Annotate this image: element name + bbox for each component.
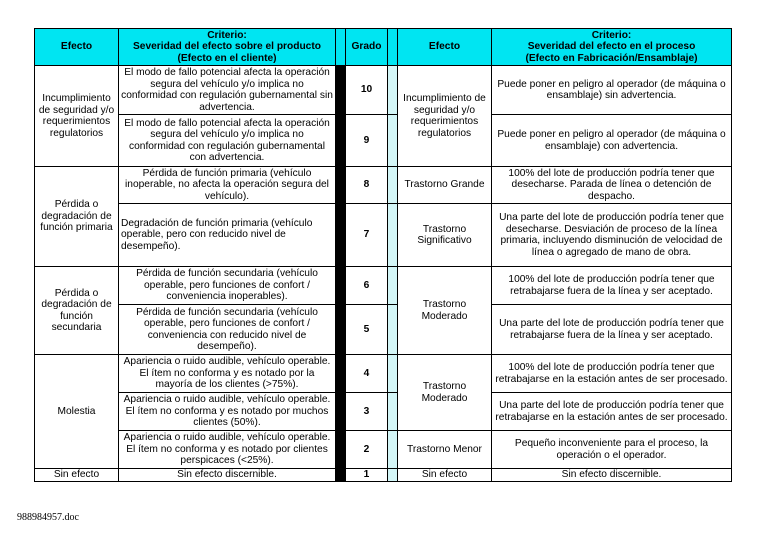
document-filename: 988984957.doc [17, 512, 79, 523]
grade-cell: 7 [346, 204, 388, 267]
process-criterion: Una parte del lote de producción podría tener que retrabajarse fuera de la línea y ser aceptado. [492, 305, 732, 355]
spacer-cell [388, 204, 398, 267]
spacer-cell [388, 469, 398, 482]
table-row [35, 204, 732, 267]
grade-cell: 8 [346, 167, 388, 204]
process-effect-large: Trastorno Grande [398, 167, 492, 204]
spacer-cell [388, 355, 398, 393]
grade-cell: 5 [346, 305, 388, 355]
header-efecto: Efecto [35, 29, 119, 66]
spacer-cell [388, 267, 398, 305]
process-criterion: Sin efecto discernible. [492, 469, 732, 482]
divider-cell [336, 431, 346, 469]
product-criterion: El modo de fallo potencial afecta la operación segura del vehículo y/o implica no conformidad con regulación gubernamental sin advertencia. [119, 66, 336, 115]
product-criterion: Pérdida de función primaria (vehículo inoperable, no afecta la operación segura del vehículo). [119, 167, 336, 204]
product-criterion: Pérdida de función secundaria (vehículo operable, pero funciones de confort / conveniencia inoperables). [119, 267, 336, 305]
table-row [35, 355, 732, 393]
process-criterion: 100% del lote de producción podría tener que retrabajarse fuera de la línea y ser aceptado. [492, 267, 732, 305]
process-effect-none: Sin efecto [398, 469, 492, 482]
grade-cell: 9 [346, 115, 388, 167]
process-criterion: Una parte del lote de producción podría tener que desecharse. Desviación de proceso de la línea primaria, incluyendo disminución de velocidad de línea o agregado de mano de obra. [492, 204, 732, 267]
product-criterion: Apariencia o ruido audible, vehículo operable. El ítem no conforma y es notado por clientes perspicaces (<25%). [119, 431, 336, 469]
spacer-cell [388, 431, 398, 469]
table-row [35, 267, 732, 305]
process-criterion: Puede poner en peligro al operador (de máquina o ensamblaje) con advertencia. [492, 115, 732, 167]
table-row [35, 115, 732, 167]
grade-cell: 2 [346, 431, 388, 469]
header-criterio-producto-text: Criterio: Severidad del efecto sobre el producto (Efecto en el cliente) [133, 29, 321, 64]
product-criterion: Pérdida de función secundaria (vehículo operable, pero funciones de confort / conveniencia con reducido nivel de desempeño). [119, 305, 336, 355]
divider-cell [336, 267, 346, 305]
divider-cell [336, 393, 346, 431]
divider-cell [336, 66, 346, 115]
header-grado: Grado [346, 29, 388, 66]
spacer-cell [388, 167, 398, 204]
divider-cell [336, 355, 346, 393]
process-criterion: Puede poner en peligro al operador (de máquina o ensamblaje) sin advertencia. [492, 66, 732, 115]
divider-cell [336, 167, 346, 204]
table-row [35, 431, 732, 469]
process-criterion: 100% del lote de producción podría tener que desecharse. Parada de línea o detención de despacho. [492, 167, 732, 204]
header-efecto-proceso: Efecto [398, 29, 492, 66]
header-criterio-producto [119, 29, 336, 66]
group-effect-none: Sin efecto [35, 469, 119, 482]
divider-cell [336, 305, 346, 355]
group-effect-secondary: Pérdida o degradación de función secundaria [35, 267, 119, 355]
process-criterion: 100% del lote de producción podría tener que retrabajarse en la estación antes de ser procesado. [492, 355, 732, 393]
header-divider-left [336, 29, 346, 66]
table-row [35, 167, 732, 204]
group-effect-annoyance: Molestia [35, 355, 119, 469]
table-row [35, 66, 732, 115]
process-effect-moderate: Trastorno Moderado [398, 267, 492, 355]
group-effect-safety: Incumplimiento de seguridad y/o requerimientos regulatorios [35, 66, 119, 167]
grade-cell: 1 [346, 469, 388, 482]
spacer-cell [388, 115, 398, 167]
header-divider-right [388, 29, 398, 66]
grade-cell: 3 [346, 393, 388, 431]
group-effect-primary: Pérdida o degradación de función primaria [35, 167, 119, 267]
product-criterion: Apariencia o ruido audible, vehículo operable. El ítem no conforma y es notado por muchos clientes (50%). [119, 393, 336, 431]
header-criterio-proceso-text: Criterio: Severidad del efecto en el proceso (Efecto en Fabricación/Ensamblaje) [525, 29, 698, 64]
table-row [35, 305, 732, 355]
process-effect-significant: Trastorno Significativo [398, 204, 492, 267]
divider-cell [336, 115, 346, 167]
table-row [35, 393, 732, 431]
process-criterion: Una parte del lote de producción podría tener que retrabajarse en la estación antes de ser procesado. [492, 393, 732, 431]
product-criterion: Degradación de función primaria (vehículo operable, pero con reducido nivel de desempeño). [119, 204, 336, 267]
grade-cell: 10 [346, 66, 388, 115]
spacer-cell [388, 66, 398, 115]
process-criterion: Pequeño inconveniente para el proceso, la operación o el operador. [492, 431, 732, 469]
severity-table [34, 28, 732, 482]
process-effect-moderate-2: Trastorno Moderado [398, 355, 492, 431]
divider-cell [336, 204, 346, 267]
product-criterion: Apariencia o ruido audible, vehículo operable. El ítem no conforma y es notado por la mayoría de los clientes (>75%). [119, 355, 336, 393]
spacer-cell [388, 393, 398, 431]
process-effect-safety: Incumplimiento de seguridad y/o requerimientos regulatorios [398, 66, 492, 167]
table-row [35, 469, 732, 482]
spacer-cell [388, 305, 398, 355]
product-criterion: Sin efecto discernible. [119, 469, 336, 482]
header-row [35, 29, 732, 66]
product-criterion: El modo de fallo potencial afecta la operación segura del vehículo y/o implica no conformidad con regulación gubernamental con advertencia. [119, 115, 336, 167]
grade-cell: 4 [346, 355, 388, 393]
divider-cell [336, 469, 346, 482]
process-effect-minor: Trastorno Menor [398, 431, 492, 469]
grade-cell: 6 [346, 267, 388, 305]
header-criterio-proceso [492, 29, 732, 66]
